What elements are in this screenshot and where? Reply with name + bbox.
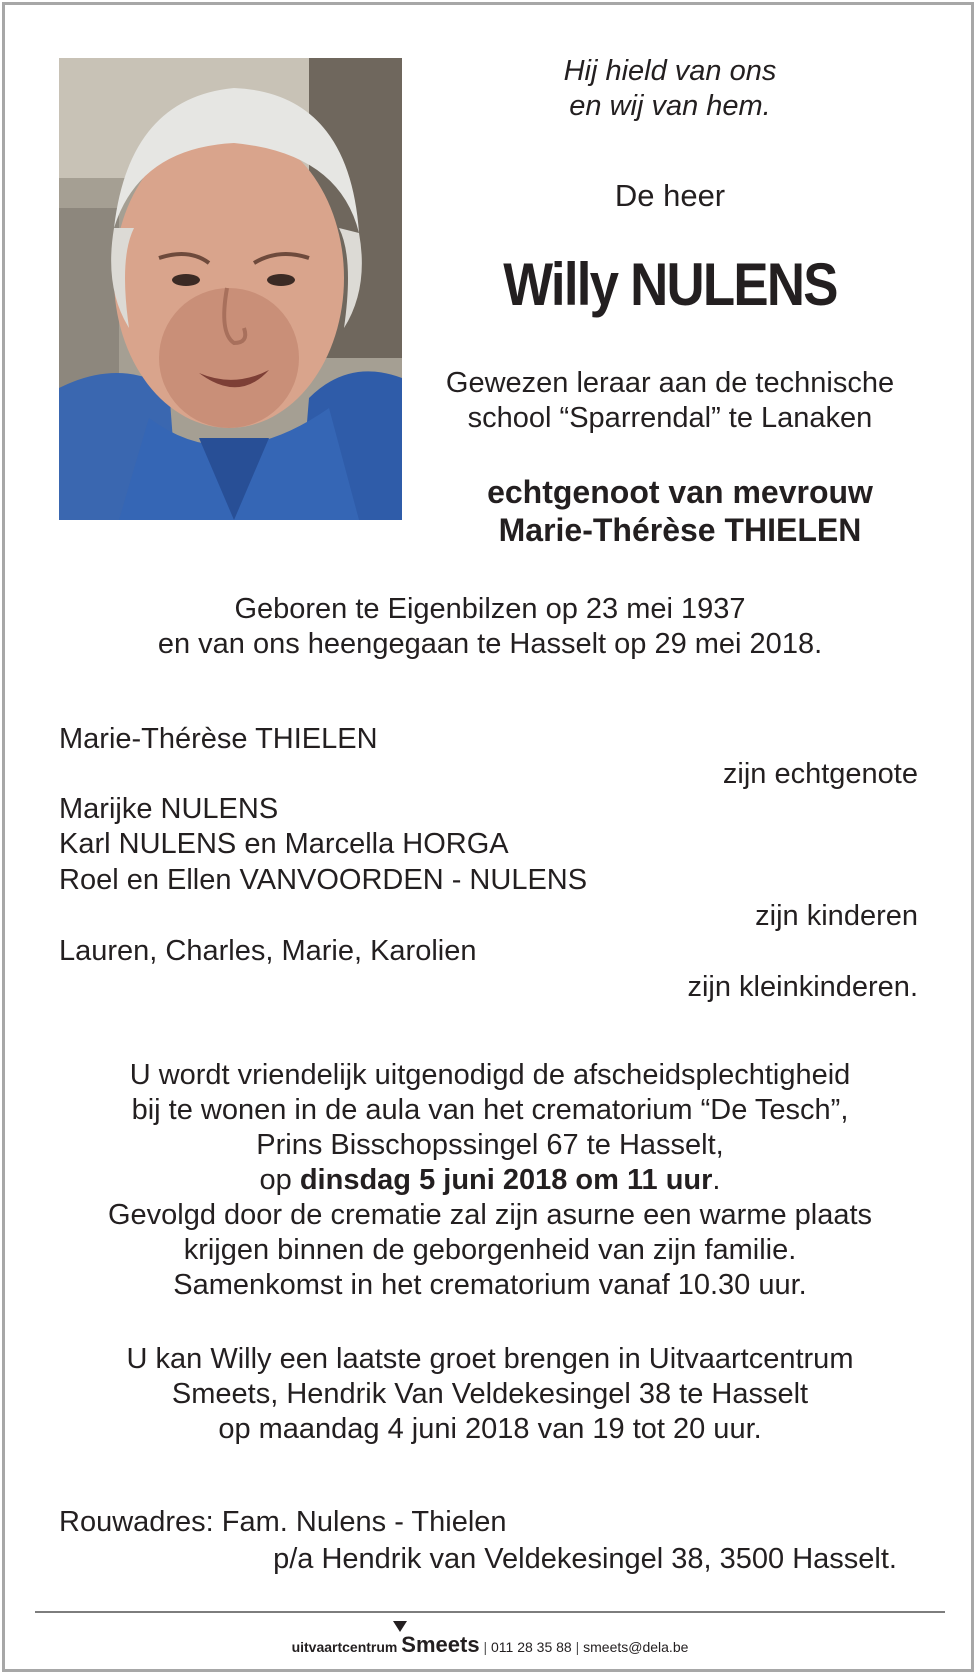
invitation-line: Samenkomst in het crematorium vanaf 10.30 uur. — [173, 1269, 807, 1301]
motto-line: Hij hield van ons — [563, 55, 777, 87]
invitation-date: dinsdag 5 juni 2018 om 11 uur — [299, 1164, 713, 1196]
deceased-name: Willy NULENS — [503, 251, 837, 318]
family-child: Karl NULENS en Marcella HORGA — [59, 828, 509, 860]
born-died — [0, 592, 980, 662]
mourning-address-line: Rouwadres: Fam. Nulens - Thielen — [59, 1506, 507, 1538]
born-line: Geboren te Eigenbilzen op 23 mei 1937 — [234, 593, 746, 625]
triangle-marker-icon — [393, 1621, 407, 1632]
spouse-line-text: echtgenoot van mevrouw — [487, 474, 873, 510]
motto-line: en wij van hem. — [569, 90, 771, 122]
family-spouse-name: Marie-Thérèse THIELEN — [59, 723, 378, 755]
died-line: en van ons heengegaan te Hasselt op 29 mei 2018. — [157, 628, 823, 660]
spouse-line — [420, 473, 940, 549]
family-grandchildren-role: zijn kleinkinderen. — [687, 971, 918, 1003]
footer-separator: | — [575, 1639, 580, 1655]
mourning-address-line: p/a Hendrik van Veldekesingel 38, 3500 Hasselt. — [273, 1543, 897, 1575]
portrait-photo — [59, 58, 402, 520]
footer-brand-prefix: uitvaartcentrum — [291, 1639, 398, 1655]
family-child: Roel en Ellen VANVOORDEN - NULENS — [59, 864, 588, 896]
invitation-line: bij te wonen in de aula van het crematorium “De Tesch”, — [131, 1094, 849, 1126]
family-child: Marijke NULENS — [59, 793, 279, 825]
motto — [470, 54, 870, 124]
footer-phone: 011 28 35 88 — [490, 1639, 572, 1655]
visitation-line: op maandag 4 juni 2018 van 19 tot 20 uur. — [218, 1413, 762, 1445]
salutation: De heer — [614, 178, 726, 213]
visitation — [0, 1342, 980, 1447]
invitation-line: Prins Bisschopssingel 67 te Hasselt, — [256, 1129, 724, 1161]
occupation-line: school “Sparrendal” te Lanaken — [467, 402, 873, 434]
family-spouse-role: zijn echtgenote — [722, 758, 918, 790]
invitation-date-prefix: op — [259, 1164, 300, 1196]
footer-brand-name: Smeets — [401, 1632, 480, 1657]
footer-divider — [35, 1611, 945, 1613]
visitation-line: Smeets, Hendrik Van Veldekesingel 38 te Hasselt — [171, 1378, 809, 1410]
family-children-role: zijn kinderen — [755, 900, 918, 932]
invitation-date-line — [0, 1163, 980, 1198]
invitation-line: U wordt vriendelijk uitgenodigd de afscheidsplechtigheid — [129, 1059, 851, 1091]
family-grandchildren: Lauren, Charles, Marie, Karolien — [59, 935, 477, 967]
footer — [0, 1632, 980, 1658]
occupation — [420, 366, 920, 436]
visitation-line: U kan Willy een laatste groet brengen in Uitvaartcentrum — [126, 1343, 854, 1375]
footer-email: smeets@dela.be — [583, 1639, 689, 1655]
invitation-line: krijgen binnen de geborgenheid van zijn familie. — [183, 1234, 797, 1266]
invitation-date-suffix: . — [712, 1164, 721, 1196]
occupation-line: Gewezen leraar aan de technische — [445, 367, 895, 399]
invitation — [0, 1058, 980, 1303]
invitation-line: Gevolgd door de crematie zal zijn asurne een warme plaats — [107, 1199, 873, 1231]
footer-separator: | — [483, 1639, 488, 1655]
spouse-line-text: Marie-Thérèse THIELEN — [498, 512, 862, 548]
